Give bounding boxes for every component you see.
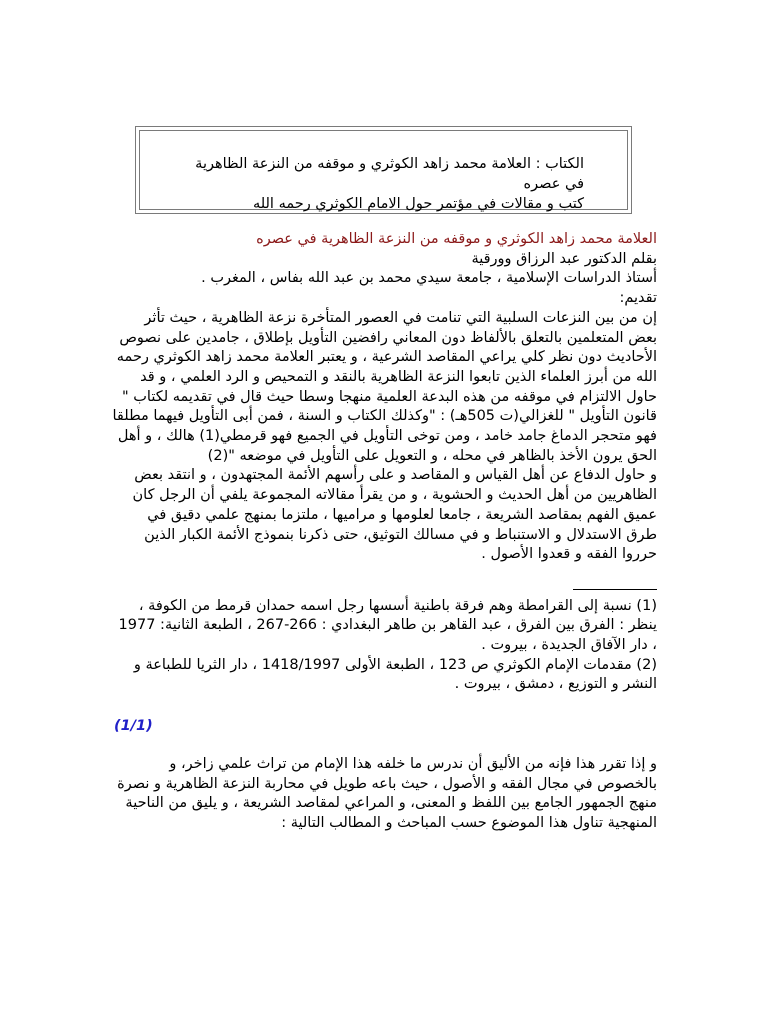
article-author: بقلم الدكتور عبد الرزاق وورقية [471,250,657,267]
paragraph-2: و حاول الدفاع عن أهل القياس و المقاصد و على رأسهم الأئمة المجتهدون ، و انتقد بعض الظاهريين من أهل الحديث و الحشوية ، و من يقرأ مقالاته المجموعة يلفي أن الرجل كان عميق الفهم بمقاصد الشريعة ، جامعا لعلومها و مراميها ، ملتزما بمنهج علمي دقيق في طرق الاستدلال و الاستنباط و في مسالك التوثيق، حتى ذكرنا بنموذج الأئمة الكبار الذين حرروا الفقه و قعدوا الأصول . [132,467,657,563]
footnote-2: (2) مقدمات الإمام الكوثري ص 123 ، الطبعة الأولى 1418/1997 ، دار الثريا للطباعة و النشر و التوزيع ، دمشق ، بيروت . [133,656,657,693]
page-indicator: (1/1) [114,718,153,735]
paragraph-1: إن من بين النزعات السلبية التي تنامت في العصور المتأخرة نزعة الظاهرية ، حيث تأثر بعض المتعلمين بالتعلق بالألفاظ دون المعاني رافضين التأويل بإطلاق ، جامدين على نصوص الأحاديث دون نظر كلي يراعي المقاصد الشرعية ، و يعتبر العلامة محمد زاهد الكوثري رحمه الله من أبرز العلماء الذين تابعوا النزعة الظاهرية بالنقد و التمحيص و الرد العلمي ، و قد حاول الالتزام في موقفه من هذه البدعة العلمية منهجا وسطا حيث قال في تقديمه لكتاب " قانون التأويل " للغزالي(ت 505هـ) : "وكذلك الكتاب و السنة ، فمن أبى التأويل فيهما مطلقا فهو متحجر الدماغ جامد خامد ، ومن توخى التأويل في الجميع فهو قرمطي(1) هالك ، و أهل الحق يرون الأخذ بالظاهر في محله ، و التعويل على التأويل في موضعه "(2) [112,309,657,464]
book-collection-line: كتب و مقالات في مؤتمر حول الامام الكوثري رحمه الله [252,196,584,212]
footnote-divider [112,577,657,597]
book-info-inner [139,130,628,210]
book-title-line: الكتاب : العلامة محمد زاهد الكوثري و موقفه من النزعة الظاهرية في عصره [195,156,584,192]
book-info-box [135,126,632,214]
intro-heading: تقديم: [619,290,657,307]
continuation-paragraph: و إذا تقرر هذا فإنه من الأليق أن ندرس ما خلفه هذا الإمام من تراث علمي زاخر، و بالخصوص في مجال الفقه و الأصول ، حيث باعه طويل في محاربة النزعة الظاهرية و نصرة منهج الجمهور الجامع بين اللفظ و المعنى، و المراعي لمقاصد الشريعة ، و يليق من الناحية المنهجية تناول هذا الموضوع حسب المباحث و المطالب التالية : [117,755,657,831]
article-body [112,230,657,834]
article-title: العلامة محمد زاهد الكوثري و موقفه من النزعة الظاهرية في عصره [256,231,657,247]
spacer [112,565,657,577]
footnote-1: (1) نسبة إلى القرامطة وهم فرقة باطنية أسسها رجل اسمه حمدان قرمط من الكوفة ، ينظر : الفرق بين الفرق ، عبد القاهر بن طاهر البغدادي : 266-267 ، الطبعة الثانية: 1977 ، دار الآفاق الجديدة ، بيروت . [118,597,657,654]
author-affiliation: أستاذ الدراسات الإسلامية ، جامعة سيدي محمد بن عبد الله بفاس ، المغرب . [201,270,657,287]
